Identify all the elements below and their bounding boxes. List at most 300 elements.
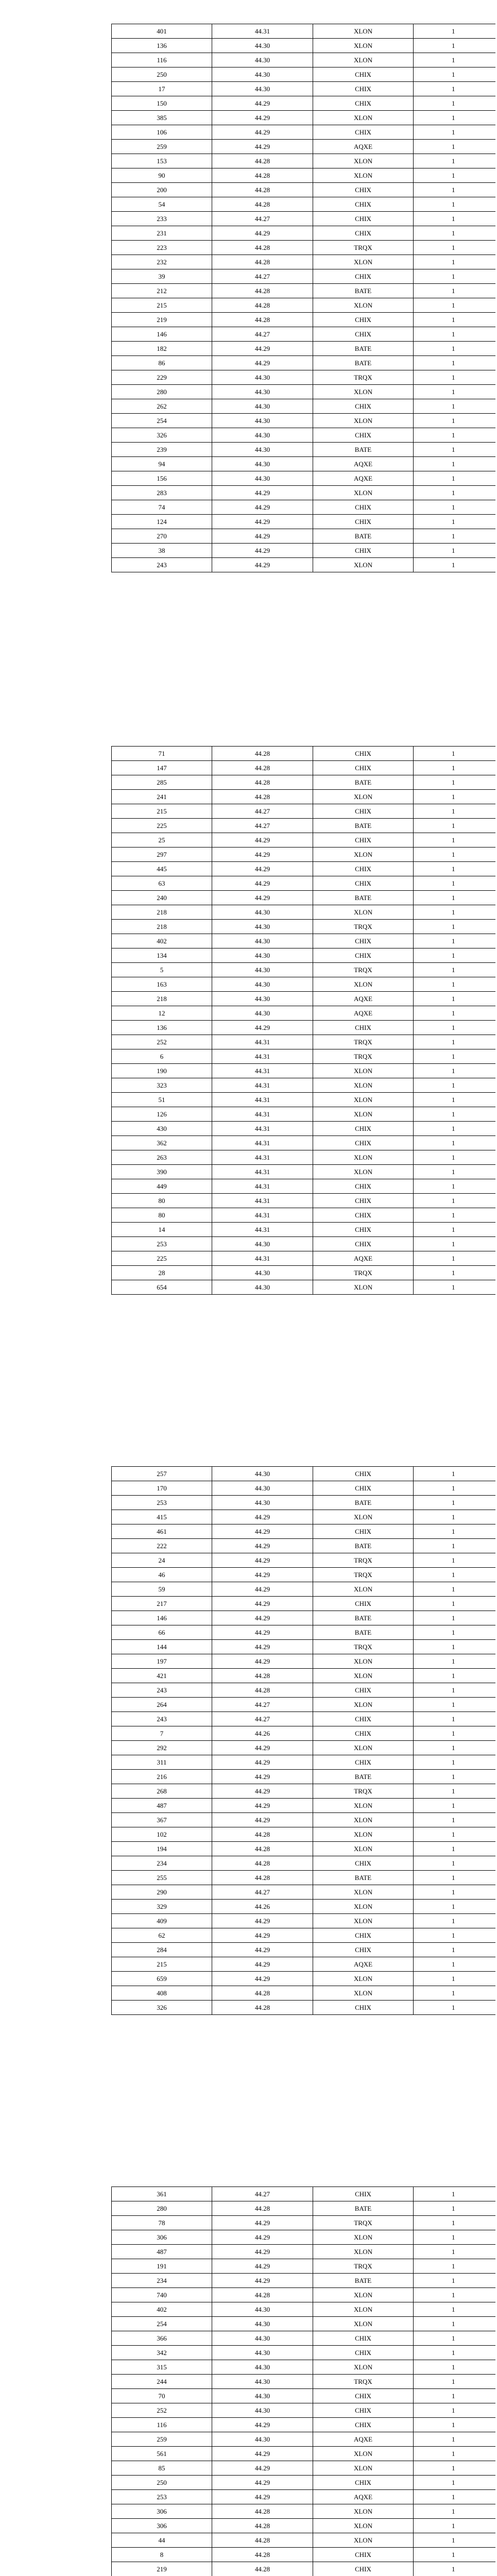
table-row: [112, 1799, 496, 1813]
time-cell: 1: [414, 67, 496, 82]
price-cell: 44.29: [212, 862, 313, 876]
table-row: [112, 2259, 496, 2274]
quantity-cell: 106: [112, 125, 212, 140]
price-cell: 44.29: [212, 125, 313, 140]
quantity-cell: 292: [112, 1741, 212, 1755]
quantity-cell: 86: [112, 356, 212, 370]
table-row: [112, 544, 496, 558]
price-cell: 44.31: [212, 1064, 313, 1078]
quantity-cell: 306: [112, 2519, 212, 2533]
table-row: [112, 443, 496, 457]
quantity-cell: 326: [112, 2001, 212, 2015]
quantity-cell: 94: [112, 457, 212, 471]
table-row: [112, 775, 496, 790]
quantity-cell: 17: [112, 82, 212, 96]
time-cell: 1: [414, 775, 496, 790]
price-cell: 44.28: [212, 2288, 313, 2302]
quantity-cell: 233: [112, 212, 212, 226]
quantity-cell: 408: [112, 1986, 212, 2001]
time-cell: 1: [414, 1237, 496, 1251]
time-cell: 1: [414, 2187, 496, 2201]
price-cell: 44.29: [212, 1510, 313, 1524]
table-row: [112, 1510, 496, 1524]
venue-cell: AQXE: [313, 1006, 414, 1021]
venue-cell: XLON: [313, 1093, 414, 1107]
price-cell: 44.30: [212, 1237, 313, 1251]
table-row: [112, 977, 496, 992]
venue-cell: BATE: [313, 819, 414, 833]
time-cell: 1: [414, 111, 496, 125]
venue-cell: XLON: [313, 1654, 414, 1669]
table-row: [112, 2331, 496, 2346]
table-row: [112, 2504, 496, 2519]
price-cell: 44.28: [212, 2548, 313, 2562]
price-cell: 44.29: [212, 1799, 313, 1813]
quantity-cell: 223: [112, 241, 212, 255]
table-row: [112, 1165, 496, 1179]
quantity-cell: 323: [112, 1078, 212, 1093]
table-row: [112, 1712, 496, 1726]
time-cell: 1: [414, 992, 496, 1006]
venue-cell: XLON: [313, 255, 414, 269]
table-row: [112, 1539, 496, 1553]
quantity-cell: 250: [112, 67, 212, 82]
time-cell: 1: [414, 212, 496, 226]
venue-cell: XLON: [313, 385, 414, 399]
time-cell: 1: [414, 1496, 496, 1510]
venue-cell: CHIX: [313, 1943, 414, 1957]
price-cell: 44.29: [212, 1568, 313, 1582]
venue-cell: CHIX: [313, 1179, 414, 1194]
price-cell: 44.28: [212, 241, 313, 255]
price-cell: 44.29: [212, 1943, 313, 1957]
venue-cell: XLON: [313, 2504, 414, 2519]
time-cell: 1: [414, 2001, 496, 2015]
quantity-cell: 28: [112, 1266, 212, 1280]
time-cell: 1: [414, 905, 496, 920]
table-row: [112, 1611, 496, 1625]
quantity-cell: 449: [112, 1179, 212, 1194]
table-row: [112, 948, 496, 963]
table-row: [112, 399, 496, 414]
venue-cell: XLON: [313, 1669, 414, 1683]
venue-cell: AQXE: [313, 1251, 414, 1266]
quantity-cell: 740: [112, 2288, 212, 2302]
table-row: [112, 82, 496, 96]
table-row: [112, 992, 496, 1006]
venue-cell: CHIX: [313, 67, 414, 82]
venue-cell: CHIX: [313, 96, 414, 111]
venue-cell: CHIX: [313, 2389, 414, 2403]
venue-cell: CHIX: [313, 1683, 414, 1698]
table-row: [112, 1035, 496, 1049]
table-row: [112, 1078, 496, 1093]
venue-cell: TRQX: [313, 2259, 414, 2274]
price-cell: 44.29: [212, 2245, 313, 2259]
quantity-cell: 44: [112, 2533, 212, 2548]
quantity-cell: 63: [112, 876, 212, 891]
quantity-cell: 124: [112, 515, 212, 529]
quantity-cell: 39: [112, 269, 212, 284]
venue-cell: XLON: [313, 1799, 414, 1813]
time-cell: 1: [414, 2201, 496, 2216]
price-cell: 44.29: [212, 848, 313, 862]
time-cell: 1: [414, 385, 496, 399]
table-row: [112, 862, 496, 876]
time-cell: 1: [414, 2317, 496, 2331]
venue-cell: XLON: [313, 298, 414, 313]
venue-cell: XLON: [313, 39, 414, 53]
venue-cell: XLON: [313, 414, 414, 428]
time-cell: 1: [414, 1712, 496, 1726]
price-cell: 44.29: [212, 356, 313, 370]
price-cell: 44.29: [212, 2274, 313, 2288]
quantity-cell: 217: [112, 1597, 212, 1611]
quantity-cell: 297: [112, 848, 212, 862]
time-cell: 1: [414, 790, 496, 804]
price-cell: 44.29: [212, 1553, 313, 1568]
quantity-cell: 366: [112, 2331, 212, 2346]
time-cell: 1: [414, 428, 496, 443]
table-row: [112, 2274, 496, 2288]
price-cell: 44.29: [212, 1539, 313, 1553]
quantity-cell: 315: [112, 2360, 212, 2375]
table-row: [112, 790, 496, 804]
quantity-cell: 268: [112, 1784, 212, 1799]
time-cell: 1: [414, 1914, 496, 1928]
time-cell: 1: [414, 1006, 496, 1021]
time-cell: 1: [414, 2533, 496, 2548]
table-row: [112, 747, 496, 761]
time-cell: 1: [414, 2476, 496, 2490]
price-cell: 44.31: [212, 1035, 313, 1049]
price-cell: 44.29: [212, 1625, 313, 1640]
time-cell: 1: [414, 1784, 496, 1799]
price-cell: 44.29: [212, 544, 313, 558]
table-row: [112, 24, 496, 39]
price-cell: 44.27: [212, 819, 313, 833]
venue-cell: XLON: [313, 1827, 414, 1842]
venue-cell: XLON: [313, 2302, 414, 2317]
trade-table: [111, 24, 496, 572]
price-cell: 44.29: [212, 2216, 313, 2230]
table-row: [112, 1194, 496, 1208]
quantity-cell: 259: [112, 2432, 212, 2447]
quantity-cell: 170: [112, 1481, 212, 1496]
quantity-cell: 385: [112, 111, 212, 125]
quantity-cell: 262: [112, 399, 212, 414]
venue-cell: CHIX: [313, 2346, 414, 2360]
price-cell: 44.26: [212, 1900, 313, 1914]
time-cell: 1: [414, 471, 496, 486]
venue-cell: XLON: [313, 2288, 414, 2302]
quantity-cell: 85: [112, 2461, 212, 2476]
quantity-cell: 66: [112, 1625, 212, 1640]
venue-cell: TRQX: [313, 2216, 414, 2230]
quantity-cell: 218: [112, 905, 212, 920]
price-cell: 44.30: [212, 2346, 313, 2360]
price-cell: 44.30: [212, 1280, 313, 1295]
table-row: [112, 2562, 496, 2576]
table-row: [112, 212, 496, 226]
time-cell: 1: [414, 529, 496, 544]
price-cell: 44.30: [212, 428, 313, 443]
table-row: [112, 1755, 496, 1770]
time-cell: 1: [414, 1611, 496, 1625]
venue-cell: XLON: [313, 1972, 414, 1986]
price-cell: 44.31: [212, 24, 313, 39]
quantity-cell: 14: [112, 1223, 212, 1237]
price-cell: 44.30: [212, 963, 313, 977]
price-cell: 44.30: [212, 414, 313, 428]
venue-cell: CHIX: [313, 544, 414, 558]
price-cell: 44.29: [212, 226, 313, 241]
time-cell: 1: [414, 1683, 496, 1698]
venue-cell: CHIX: [313, 2403, 414, 2418]
price-cell: 44.28: [212, 1842, 313, 1856]
quantity-cell: 430: [112, 1122, 212, 1136]
price-cell: 44.31: [212, 1107, 313, 1122]
time-cell: 1: [414, 2331, 496, 2346]
table-row: [112, 2447, 496, 2461]
price-cell: 44.28: [212, 154, 313, 168]
time-cell: 1: [414, 1179, 496, 1194]
quantity-cell: 280: [112, 2201, 212, 2216]
venue-cell: CHIX: [313, 1712, 414, 1726]
quantity-cell: 240: [112, 891, 212, 905]
price-cell: 44.29: [212, 140, 313, 154]
quantity-cell: 116: [112, 2418, 212, 2432]
venue-cell: TRQX: [313, 1568, 414, 1582]
venue-cell: TRQX: [313, 1640, 414, 1654]
venue-cell: XLON: [313, 2230, 414, 2245]
table-row: [112, 1049, 496, 1064]
quantity-cell: 252: [112, 1035, 212, 1049]
venue-cell: TRQX: [313, 963, 414, 977]
time-cell: 1: [414, 1064, 496, 1078]
price-cell: 44.30: [212, 992, 313, 1006]
table-row: [112, 428, 496, 443]
quantity-cell: 59: [112, 1582, 212, 1597]
venue-cell: BATE: [313, 1539, 414, 1553]
table-row: [112, 1741, 496, 1755]
venue-cell: CHIX: [313, 1223, 414, 1237]
table-row: [112, 529, 496, 544]
table-row: [112, 1481, 496, 1496]
table-row: [112, 226, 496, 241]
venue-cell: TRQX: [313, 1553, 414, 1568]
venue-cell: BATE: [313, 342, 414, 356]
price-cell: 44.28: [212, 761, 313, 775]
price-cell: 44.29: [212, 2259, 313, 2274]
venue-cell: XLON: [313, 977, 414, 992]
quantity-cell: 215: [112, 804, 212, 819]
venue-cell: XLON: [313, 24, 414, 39]
quantity-cell: 90: [112, 168, 212, 183]
price-cell: 44.29: [212, 2490, 313, 2504]
venue-cell: XLON: [313, 2317, 414, 2331]
price-cell: 44.29: [212, 111, 313, 125]
price-cell: 44.28: [212, 183, 313, 197]
time-cell: 1: [414, 1208, 496, 1223]
quantity-cell: 252: [112, 2403, 212, 2418]
table-row: [112, 370, 496, 385]
quantity-cell: 259: [112, 140, 212, 154]
time-cell: 1: [414, 1943, 496, 1957]
time-cell: 1: [414, 298, 496, 313]
venue-cell: XLON: [313, 2533, 414, 2548]
time-cell: 1: [414, 1871, 496, 1885]
price-cell: 44.28: [212, 1827, 313, 1842]
table-row: [112, 891, 496, 905]
table-row: [112, 53, 496, 67]
price-cell: 44.28: [212, 747, 313, 761]
table-row: [112, 876, 496, 891]
time-cell: 1: [414, 1856, 496, 1871]
venue-cell: CHIX: [313, 1136, 414, 1150]
venue-cell: CHIX: [313, 2187, 414, 2201]
time-cell: 1: [414, 1107, 496, 1122]
time-cell: 1: [414, 804, 496, 819]
time-cell: 1: [414, 399, 496, 414]
time-cell: 1: [414, 761, 496, 775]
venue-cell: XLON: [313, 1582, 414, 1597]
time-cell: 1: [414, 963, 496, 977]
table-row: [112, 140, 496, 154]
price-cell: 44.27: [212, 269, 313, 284]
quantity-cell: 218: [112, 992, 212, 1006]
price-cell: 44.30: [212, 1496, 313, 1510]
time-cell: 1: [414, 1582, 496, 1597]
quantity-cell: 146: [112, 1611, 212, 1625]
table-row: [112, 804, 496, 819]
quantity-cell: 402: [112, 934, 212, 948]
table-row: [112, 2418, 496, 2432]
table-row: [112, 848, 496, 862]
table-row: [112, 327, 496, 342]
table-row: [112, 342, 496, 356]
quantity-cell: 409: [112, 1914, 212, 1928]
venue-cell: BATE: [313, 1871, 414, 1885]
venue-cell: XLON: [313, 848, 414, 862]
venue-cell: CHIX: [313, 313, 414, 327]
quantity-cell: 284: [112, 1943, 212, 1957]
price-cell: 44.29: [212, 1640, 313, 1654]
price-cell: 44.29: [212, 486, 313, 500]
price-cell: 44.28: [212, 197, 313, 212]
table-row: [112, 1208, 496, 1223]
quantity-cell: 153: [112, 154, 212, 168]
time-cell: 1: [414, 356, 496, 370]
quantity-cell: 46: [112, 1568, 212, 1582]
table-row: [112, 934, 496, 948]
venue-cell: CHIX: [313, 428, 414, 443]
venue-cell: CHIX: [313, 500, 414, 515]
price-cell: 44.31: [212, 1251, 313, 1266]
quantity-cell: 212: [112, 284, 212, 298]
time-cell: 1: [414, 457, 496, 471]
price-cell: 44.29: [212, 1582, 313, 1597]
price-cell: 44.30: [212, 1006, 313, 1021]
venue-cell: CHIX: [313, 1467, 414, 1481]
table-row: [112, 1553, 496, 1568]
quantity-cell: 225: [112, 1251, 212, 1266]
venue-cell: BATE: [313, 1496, 414, 1510]
price-cell: 44.31: [212, 1078, 313, 1093]
quantity-cell: 215: [112, 298, 212, 313]
price-cell: 44.28: [212, 2201, 313, 2216]
time-cell: 1: [414, 2288, 496, 2302]
quantity-cell: 487: [112, 2245, 212, 2259]
time-cell: 1: [414, 241, 496, 255]
quantity-cell: 445: [112, 862, 212, 876]
time-cell: 1: [414, 327, 496, 342]
quantity-cell: 163: [112, 977, 212, 992]
price-cell: 44.30: [212, 457, 313, 471]
price-cell: 44.27: [212, 1698, 313, 1712]
table-row: [112, 558, 496, 572]
table-row: [112, 1871, 496, 1885]
time-cell: 1: [414, 920, 496, 934]
time-cell: 1: [414, 2490, 496, 2504]
venue-cell: CHIX: [313, 2476, 414, 2490]
table-row: [112, 356, 496, 370]
quantity-cell: 487: [112, 1799, 212, 1813]
time-cell: 1: [414, 96, 496, 111]
table-row: [112, 1064, 496, 1078]
price-cell: 44.30: [212, 2331, 313, 2346]
table-row: [112, 1813, 496, 1827]
venue-cell: CHIX: [313, 183, 414, 197]
time-cell: 1: [414, 1266, 496, 1280]
quantity-cell: 253: [112, 1496, 212, 1510]
price-cell: 44.29: [212, 2476, 313, 2490]
quantity-cell: 270: [112, 529, 212, 544]
price-cell: 44.27: [212, 327, 313, 342]
quantity-cell: 285: [112, 775, 212, 790]
quantity-cell: 146: [112, 327, 212, 342]
venue-cell: CHIX: [313, 1856, 414, 1871]
time-cell: 1: [414, 1539, 496, 1553]
table-row: [112, 1280, 496, 1295]
time-cell: 1: [414, 2548, 496, 2562]
table-row: [112, 111, 496, 125]
price-cell: 44.28: [212, 790, 313, 804]
quantity-cell: 659: [112, 1972, 212, 1986]
venue-cell: CHIX: [313, 2418, 414, 2432]
time-cell: 1: [414, 1813, 496, 1827]
price-cell: 44.30: [212, 2360, 313, 2375]
quantity-cell: 62: [112, 1928, 212, 1943]
quantity-cell: 243: [112, 1712, 212, 1726]
table-row: [112, 67, 496, 82]
venue-cell: AQXE: [313, 1957, 414, 1972]
venue-cell: TRQX: [313, 1266, 414, 1280]
venue-cell: XLON: [313, 2461, 414, 2476]
price-cell: 44.30: [212, 399, 313, 414]
quantity-cell: 280: [112, 385, 212, 399]
table-row: [112, 2216, 496, 2230]
time-cell: 1: [414, 2274, 496, 2288]
table-row: [112, 2548, 496, 2562]
price-cell: 44.27: [212, 804, 313, 819]
price-cell: 44.28: [212, 1683, 313, 1698]
table-row: [112, 1136, 496, 1150]
quantity-cell: 342: [112, 2346, 212, 2360]
time-cell: 1: [414, 1223, 496, 1237]
time-cell: 1: [414, 1467, 496, 1481]
price-cell: 44.31: [212, 1165, 313, 1179]
